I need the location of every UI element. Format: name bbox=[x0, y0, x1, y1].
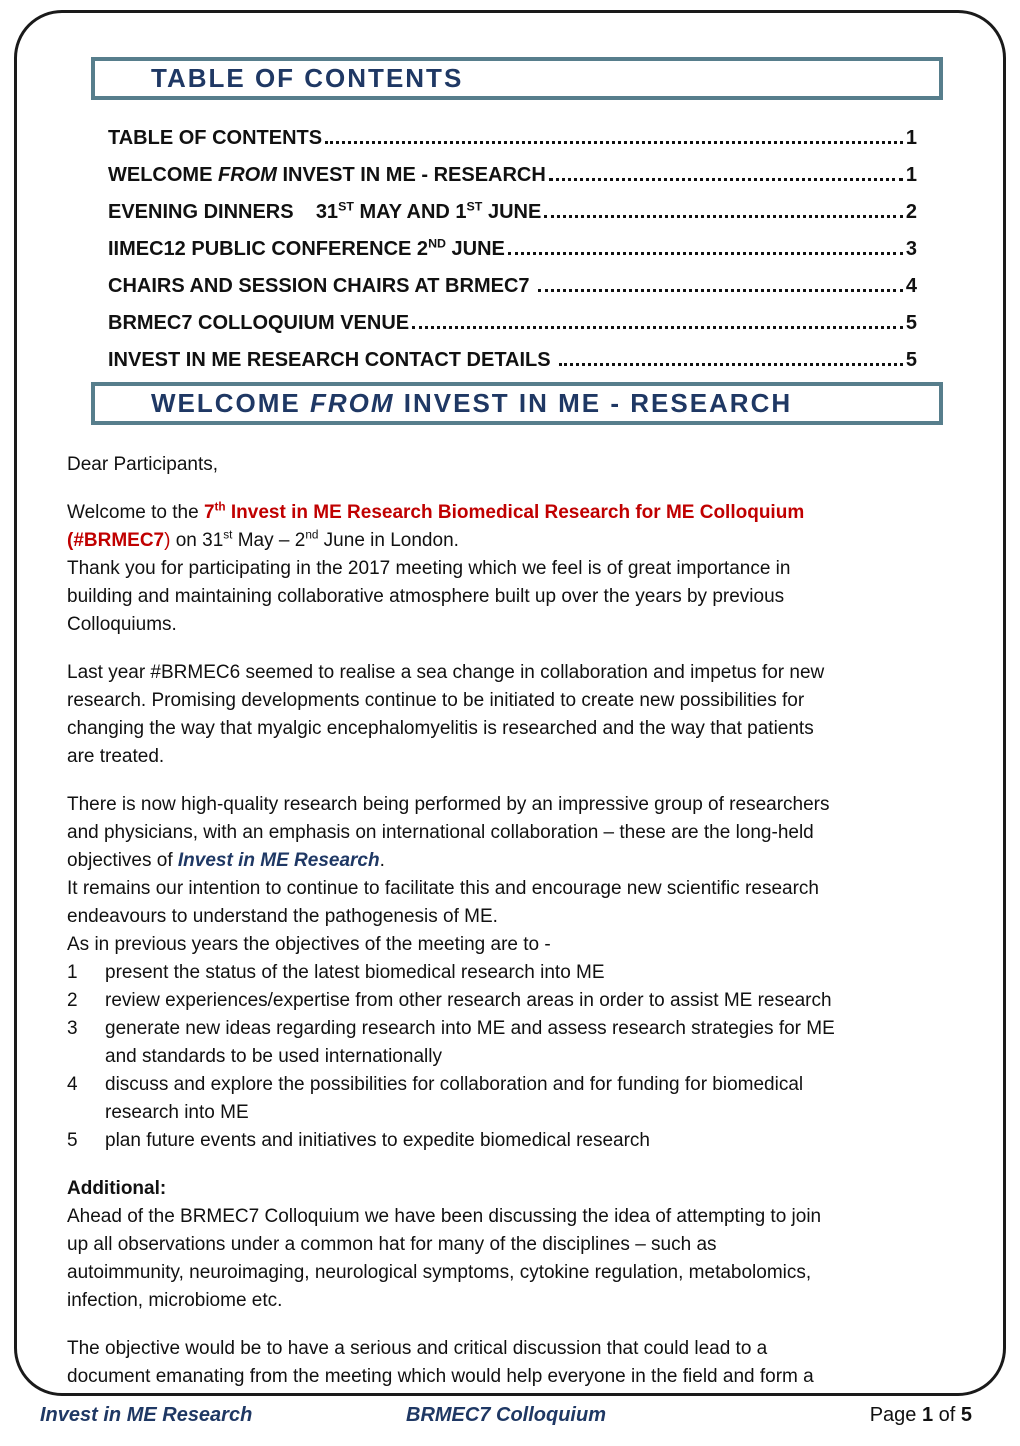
list-item-text bbox=[105, 1127, 959, 1155]
text-segment: FROM bbox=[218, 164, 277, 186]
numbered-list-item bbox=[67, 1127, 959, 1155]
text-segment: st bbox=[223, 528, 233, 542]
text-segment: FROM bbox=[310, 388, 395, 418]
toc-dotted-leader bbox=[325, 141, 903, 144]
toc-entry-page-number: 3 bbox=[905, 238, 917, 260]
toc-entry[interactable] bbox=[108, 298, 917, 335]
text-segment: BRMEC7 COLLOQUIUM VENUE bbox=[108, 312, 410, 334]
text-segment: discuss and explore the possibilities for collaboration and for funding for biomedical bbox=[105, 1074, 804, 1095]
text-segment: June in London. bbox=[318, 530, 459, 551]
toc-entry-page-number: 4 bbox=[905, 275, 917, 297]
paragraph-spacer bbox=[67, 1315, 959, 1335]
text-segment: . bbox=[379, 850, 385, 871]
text-segment: JUNE bbox=[482, 201, 542, 223]
text-segment: As in previous years the objectives of the meeting are to - bbox=[67, 934, 551, 955]
toc-header-title: TABLE OF CONTENTS bbox=[151, 63, 464, 93]
welcome-header-box bbox=[91, 382, 943, 425]
footer-organisation: Invest in ME Research bbox=[40, 1404, 253, 1426]
toc-entry-page-number: 2 bbox=[905, 201, 917, 223]
footer-event-name: BRMEC7 Colloquium bbox=[406, 1404, 606, 1426]
page-footer bbox=[40, 1404, 972, 1427]
text-segment: There is now high-quality research being performed by an impressive group of researchers bbox=[67, 794, 830, 815]
list-item-number: 2 bbox=[67, 990, 78, 1011]
list-item-text bbox=[105, 959, 959, 987]
toc-entry[interactable] bbox=[108, 224, 917, 261]
text-segment: May – 2 bbox=[232, 530, 306, 551]
text-segment: th bbox=[214, 500, 226, 514]
text-segment: Dear Participants, bbox=[67, 454, 219, 475]
toc-entry-page-number: 1 bbox=[905, 127, 917, 149]
text-segment: Thank you for participating in the 2017 meeting which we feel is of great importance in bbox=[67, 558, 791, 579]
text-segment: JUNE bbox=[445, 238, 505, 260]
text-segment: review experiences/expertise from other research areas in order to assist ME research bbox=[105, 990, 832, 1011]
paragraph bbox=[67, 791, 959, 959]
text-segment: plan future events and initiatives to expedite biomedical research bbox=[105, 1130, 650, 1151]
text-segment: research. Promising developments continue to be initiated to create new possibilities for bbox=[67, 690, 805, 711]
welcome-header-title bbox=[151, 388, 792, 418]
text-segment: Page bbox=[869, 1404, 922, 1426]
paragraph bbox=[67, 451, 959, 479]
text-segment: changing the way that myalgic encephalomyelitis is researched and the way that patients bbox=[67, 718, 814, 739]
text-segment: ST bbox=[338, 199, 354, 214]
text-segment: of bbox=[933, 1404, 961, 1426]
text-segment: Ahead of the BRMEC7 Colloquium we have been discussing the idea of attempting to join bbox=[67, 1206, 822, 1227]
text-segment: CHAIRS AND SESSION CHAIRS AT BRMEC7 bbox=[108, 275, 536, 297]
text-segment: WELCOME bbox=[108, 164, 218, 186]
toc-entry-label bbox=[108, 311, 409, 335]
text-segment: on 31 bbox=[170, 530, 224, 551]
numbered-list-item bbox=[67, 1015, 959, 1071]
toc-dotted-leader bbox=[508, 252, 903, 255]
paragraph-spacer bbox=[67, 639, 959, 659]
paragraph bbox=[67, 1335, 959, 1391]
toc-entry[interactable] bbox=[108, 261, 917, 298]
numbered-list-item bbox=[67, 959, 959, 987]
toc-entry[interactable] bbox=[108, 335, 917, 372]
paragraph bbox=[67, 1175, 959, 1315]
text-segment: Colloquiums. bbox=[67, 614, 177, 635]
toc-entry-label bbox=[108, 348, 556, 372]
paragraph-spacer bbox=[67, 479, 959, 499]
toc-entry[interactable] bbox=[108, 150, 917, 187]
toc-entry[interactable] bbox=[108, 187, 917, 224]
toc-entry-page-number: 5 bbox=[905, 312, 917, 334]
text-segment: Invest in ME Research bbox=[177, 850, 380, 871]
document-body bbox=[67, 451, 959, 1391]
text-segment: building and maintaining collaborative atmosphere built up over the years by previous bbox=[67, 586, 785, 607]
text-segment: ND bbox=[428, 236, 446, 251]
toc-entry-page-number: 1 bbox=[905, 164, 917, 186]
text-segment: Invest in ME Research Biomedical Research for ME Colloquium bbox=[225, 502, 805, 523]
text-segment: EVENING DINNERS 31 bbox=[108, 201, 339, 223]
footer-page-number bbox=[870, 1404, 972, 1427]
toc-entry-label bbox=[108, 237, 505, 261]
text-segment: TABLE OF CONTENTS bbox=[108, 127, 323, 149]
list-item-text bbox=[105, 987, 959, 1015]
toc-dotted-leader bbox=[549, 178, 903, 181]
text-segment: Additional: bbox=[67, 1178, 167, 1199]
toc-entry[interactable] bbox=[108, 113, 917, 150]
text-segment: INVEST IN ME RESEARCH CONTACT DETAILS bbox=[108, 349, 557, 371]
text-segment: INVEST IN ME - RESEARCH bbox=[276, 164, 546, 186]
paragraph-spacer bbox=[67, 1155, 959, 1175]
text-segment: ST bbox=[466, 199, 483, 214]
text-segment: and standards to be used internationally bbox=[105, 1046, 442, 1067]
text-segment: nd bbox=[305, 528, 319, 542]
toc-dotted-leader bbox=[538, 289, 903, 292]
text-segment: IIMEC12 PUBLIC CONFERENCE 2 bbox=[108, 238, 429, 260]
text-segment: Last year #BRMEC6 seemed to realise a sea change in collaboration and impetus for new bbox=[67, 662, 825, 683]
table-of-contents bbox=[108, 113, 917, 372]
text-segment: document emanating from the meeting which would help everyone in the field and form a bbox=[67, 1366, 814, 1387]
toc-dotted-leader bbox=[544, 215, 903, 218]
list-item-number: 4 bbox=[67, 1074, 78, 1095]
text-segment: autoimmunity, neuroimaging, neurological symptoms, cytokine regulation, metabolomics, bbox=[67, 1262, 812, 1283]
text-segment: Welcome to the bbox=[67, 502, 204, 523]
paragraph bbox=[67, 499, 959, 639]
text-segment: research into ME bbox=[105, 1102, 249, 1123]
list-item-number: 3 bbox=[67, 1018, 78, 1039]
list-item-text bbox=[105, 1071, 959, 1127]
text-segment: objectives of bbox=[67, 850, 178, 871]
text-segment: WELCOME bbox=[151, 388, 310, 418]
numbered-list-item bbox=[67, 1071, 959, 1127]
toc-entry-page-number: 5 bbox=[905, 349, 917, 371]
text-segment: generate new ideas regarding research into ME and assess research strategies for ME bbox=[105, 1018, 835, 1039]
toc-header-box bbox=[91, 57, 943, 100]
text-segment: up all observations under a common hat for many of the disciplines – such as bbox=[67, 1234, 717, 1255]
text-segment: infection, microbiome etc. bbox=[67, 1290, 283, 1311]
list-item-text bbox=[105, 1015, 959, 1071]
paragraph-spacer bbox=[67, 771, 959, 791]
list-item-number: 5 bbox=[67, 1130, 78, 1151]
toc-entry-label bbox=[108, 200, 541, 224]
text-segment: INVEST IN ME - RESEARCH bbox=[394, 388, 793, 418]
text-segment: (#BRMEC7 bbox=[67, 530, 165, 551]
toc-entry-label bbox=[108, 274, 535, 298]
text-segment: ) bbox=[164, 530, 171, 551]
toc-entry-label bbox=[108, 126, 322, 150]
paragraph bbox=[67, 659, 959, 771]
text-segment: The objective would be to have a serious and critical discussion that could lead to a bbox=[67, 1338, 768, 1359]
text-segment: 5 bbox=[960, 1404, 972, 1426]
text-segment: and physicians, with an emphasis on international collaboration – these are the long-held bbox=[67, 822, 814, 843]
toc-entry-label bbox=[108, 163, 546, 187]
text-segment: endeavours to understand the pathogenesis of ME. bbox=[67, 906, 498, 927]
text-segment: present the status of the latest biomedical research into ME bbox=[105, 962, 605, 983]
numbered-list-item bbox=[67, 987, 959, 1015]
text-segment: 1 bbox=[921, 1404, 934, 1426]
text-segment: are treated. bbox=[67, 746, 165, 767]
text-segment: It remains our intention to continue to facilitate this and encourage new scientific research bbox=[67, 878, 819, 899]
toc-dotted-leader bbox=[412, 326, 903, 329]
toc-dotted-leader bbox=[559, 363, 903, 366]
text-segment: MAY AND 1 bbox=[353, 201, 467, 223]
text-segment: 7 bbox=[203, 502, 215, 523]
list-item-number: 1 bbox=[67, 962, 78, 983]
page-frame bbox=[14, 10, 1006, 1396]
